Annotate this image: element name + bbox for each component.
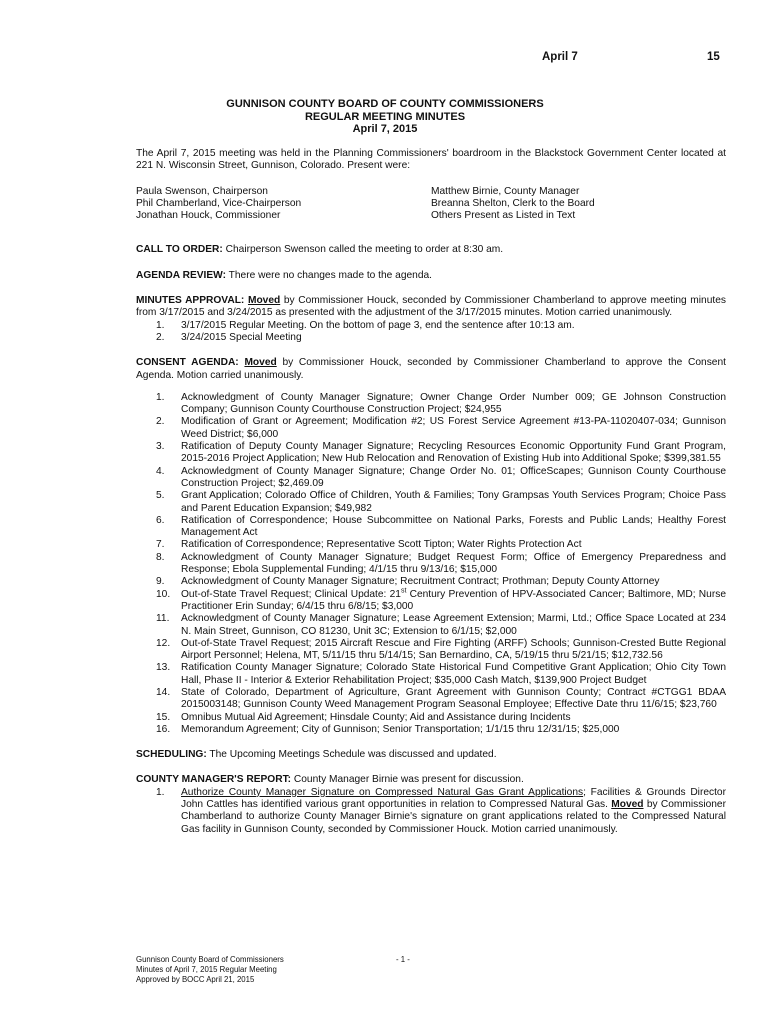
document-title	[0, 98, 770, 136]
attendee: Phil Chamberland, Vice-Chairperson	[136, 197, 302, 209]
list-item: 1. Authorize County Manager Signature on Compressed Natural Gas Grant Applications; Facilities & Grounds Director John Cattles has identified various grant opportunities in relation to Compressed Natural Gas. Moved by Commissioner Chamberland to authorize County Manager Birnie's signature on grant applications related to the Compressed Natural Gas facility in Gunnison County, seconded by Commissioner Houck. Motion carried unanimously.	[156, 786, 726, 835]
scheduling	[136, 749, 726, 761]
header-page-number: 15	[707, 51, 720, 63]
agenda-review-text: There were no changes made to the agenda.	[228, 269, 432, 281]
title-line-2: REGULAR MEETING MINUTES	[304, 110, 466, 123]
moved-label: Moved	[244, 357, 277, 369]
list-item: 10. Out-of-State Travel Request; Clinical Update: 21st Century Prevention of HPV-Associated Cancer; Baltimore, MD; Nurse Practitioner Erin Sunday; 6/4/15 thru 6/8/15; $3,000	[156, 587, 726, 612]
attendees-right	[431, 186, 726, 223]
list-item: 6. Ratification of Correspondence; House Subcommittee on National Parks, Forests and Public Lands; Healthy Forest Management Act	[156, 514, 726, 539]
title-line-3: April 7, 2015	[352, 123, 418, 135]
intro-paragraph: The April 7, 2015 meeting was held in the Planning Commissioners' boardroom in the Blackstock Government Center located at 221 N. Wisconsin Street, Gunnison, Colorado. Present were:	[136, 148, 726, 172]
minutes-approval	[136, 295, 726, 320]
moved-label: Moved	[611, 799, 644, 811]
county-manager-report-list	[136, 787, 726, 836]
county-manager-report	[136, 774, 726, 786]
call-to-order-label: CALL TO ORDER:	[136, 244, 223, 256]
moved-label: Moved	[247, 295, 281, 307]
list-item: 16. Memorandum Agreement; City of Gunnison; Senior Transportation; 1/1/15 thru 12/31/15; $25,000	[156, 723, 620, 735]
footer-page-number: - 1 -	[396, 955, 410, 964]
county-manager-report-label: COUNTY MANAGER'S REPORT:	[136, 774, 292, 786]
county-manager-report-text: County Manager Birnie was present for discussion.	[293, 774, 524, 786]
list-item: 4. Acknowledgment of County Manager Signature; Change Order No. 01; OfficeScapes; Gunnison County Courthouse Construction Project; $2,469.09	[156, 465, 726, 489]
consent-agenda-list	[136, 392, 726, 736]
consent-agenda	[136, 357, 726, 382]
list-item: 1. 3/17/2015 Regular Meeting. On the bottom of page 3, end the sentence after 10:13 am.	[156, 319, 575, 331]
item-title: Authorize County Manager Signature on Compressed Natural Gas Grant Applications	[181, 786, 584, 798]
attendee: Matthew Birnie, County Manager	[431, 185, 580, 197]
list-item: 7. Ratification of Correspondence; Representative Scott Tipton; Water Rights Protection Act	[156, 539, 582, 551]
list-item: 3. Ratification of Deputy County Manager Signature; Recycling Resources Economic Opportunity Fund Grant Program, 2015-2016 Project Application; New Hub Relocation and Renovation of Existing Hub into Additional Spoke; $399,381.55	[156, 441, 726, 465]
list-item: 1. Acknowledgment of County Manager Signature; Owner Change Order Number 009; GE Johnson Construction Company; Gunnison County Courthouse Construction Project; $24,955	[156, 391, 726, 416]
agenda-review	[136, 270, 726, 282]
attendee: Breanna Shelton, Clerk to the Board	[431, 197, 595, 209]
minutes-approval-label: MINUTES APPROVAL:	[136, 295, 245, 307]
footer-line-2: Minutes of April 7, 2015 Regular Meeting	[136, 965, 277, 974]
minutes-approval-list	[136, 320, 726, 345]
list-item: 11. Acknowledgment of County Manager Signature; Lease Agreement Extension; Marmi, Ltd.; Office Space Located at 234 N. Main Street, Gunnison, CO 81230, Unit 3C; Extension to 6/1/15; $2,000	[156, 613, 726, 637]
agenda-review-label: AGENDA REVIEW:	[136, 269, 226, 281]
title-line-1: GUNNISON COUNTY BOARD OF COUNTY COMMISSIONERS	[226, 98, 544, 110]
attendee: Paula Swenson, Chairperson	[136, 185, 268, 197]
attendee: Others Present as Listed in Text	[431, 210, 576, 222]
document-body	[136, 148, 726, 836]
call-to-order-text: Chairperson Swenson called the meeting to order at 8:30 am.	[225, 244, 504, 256]
list-item: 14. State of Colorado, Department of Agriculture, Grant Agreement with Gunnison County; Contract #CTGG1 BDAA 2015003148; Gunnison County Weed Management Program Seasonal Employee; Effective Date thru 11/6/15; $23,760	[156, 686, 726, 711]
list-item: 9. Acknowledgment of County Manager Signature; Recruitment Contract; Prothman; Deputy County Attorney	[156, 576, 660, 588]
header-date: April 7	[542, 51, 578, 63]
scheduling-text: The Upcoming Meetings Schedule was discussed and updated.	[209, 749, 497, 761]
attendees-left	[136, 186, 431, 223]
list-item: 2. Modification of Grant or Agreement; Modification #2; US Forest Service Agreement #13-PA-11020407-034; Gunnison Weed District; $6,000	[156, 416, 726, 440]
list-item: 12. Out-of-State Travel Request; 2015 Aircraft Rescue and Fire Fighting (ARFF) Schools; Gunnison-Crested Butte Regional Airport Personnel; Helena, MT, 5/11/15 thru 5/14/15; San Bernardino, CA, 5/19/15 thru 5/21/15; $12,732.56	[156, 637, 726, 662]
minutes-approval-text: by Commissioner Houck, seconded by Commissioner Chamberland to approve meeting minutes from 3/17/2015 and 3/24/2015 as presented with the adjustment of the 3/17/2015 minutes. Motion carried unanimously.	[136, 295, 726, 319]
attendee: Jonathan Houck, Commissioner	[136, 210, 281, 222]
list-item: 2. 3/24/2015 Special Meeting	[156, 331, 302, 343]
scheduling-label: SCHEDULING:	[136, 749, 207, 761]
consent-agenda-label: CONSENT AGENDA:	[136, 357, 239, 369]
attendees	[136, 186, 726, 223]
list-item: 15. Omnibus Mutual Aid Agreement; Hinsdale County; Aid and Assistance during Incidents	[156, 711, 571, 723]
footer-line-1: Gunnison County Board of Commissioners	[136, 955, 284, 964]
consent-agenda-text: by Commissioner Houck, seconded by Commissioner Chamberland to approve the Consent Agenda. Motion carried unanimously.	[136, 357, 726, 381]
call-to-order	[136, 244, 726, 256]
list-item: 13. Ratification County Manager Signature; Colorado State Historical Fund Competitive Grant Application; Ohio City Town Hall, Phase II - Interior & Exterior Rehabilitation Project; $35,000 Cash Match, $139,900 Project Budget	[156, 662, 726, 686]
footer-line-3: Approved by BOCC April 21, 2015	[136, 975, 255, 984]
page-footer	[136, 955, 284, 985]
list-item: 8. Acknowledgment of County Manager Signature; Budget Request Form; Office of Emergency Preparedness and Response; Ebola Supplemental Funding; 4/1/15 thru 9/13/16; $15,000	[156, 551, 726, 576]
list-item: 5. Grant Application; Colorado Office of Children, Youth & Families; Tony Grampsas Youth Services Program; Choice Pass and Parent Education Expansion; $49,982	[156, 490, 726, 514]
